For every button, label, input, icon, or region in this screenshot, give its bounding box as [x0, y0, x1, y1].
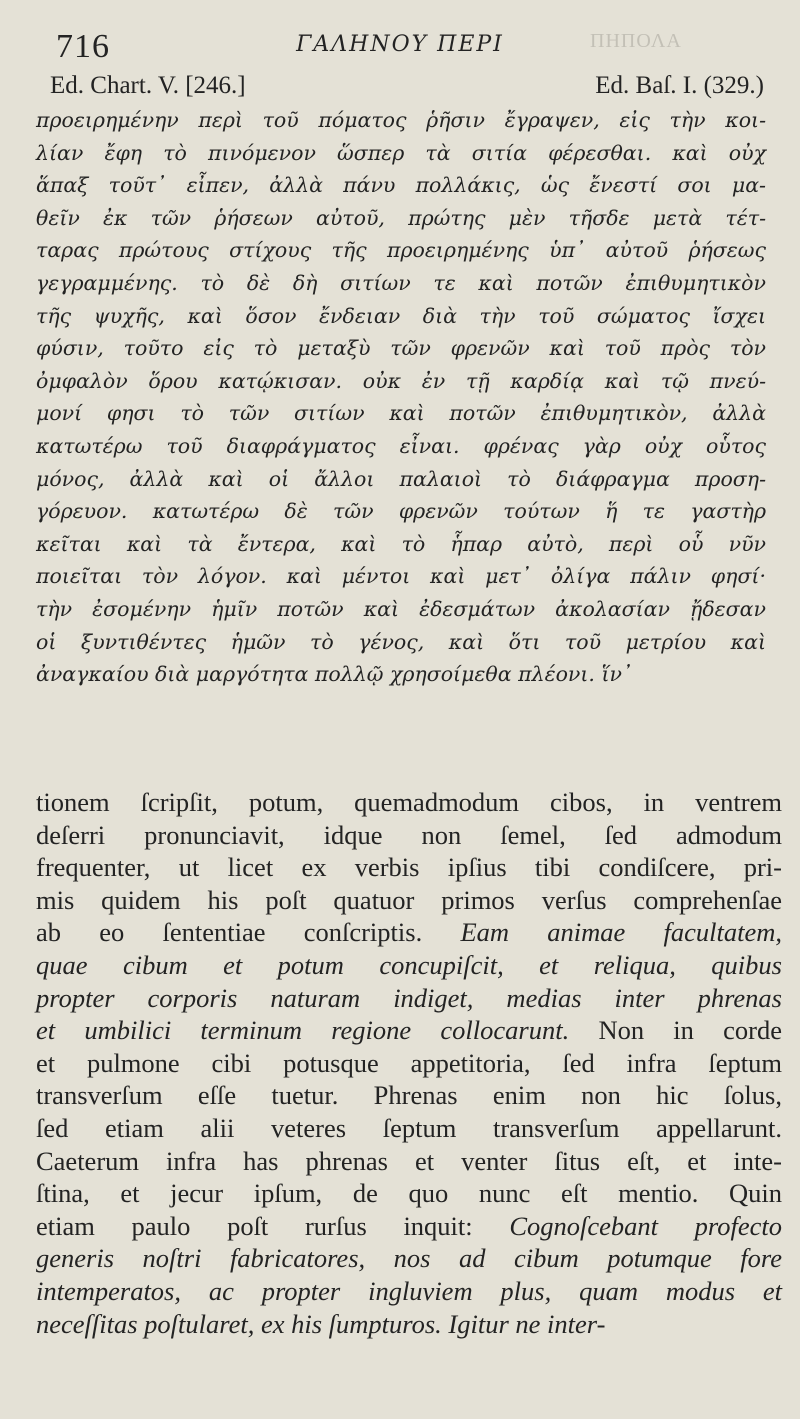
- latin-roman-segment: tionem ſcripſit, potum, quemadmodum cibos, in ventrem: [36, 787, 782, 817]
- latin-text-line: [36, 1177, 782, 1210]
- greek-text-line: κεῖται καὶ τὰ ἔντερα, καὶ τὸ ἧπαρ αὐτὸ, περὶ οὗ νῦν: [36, 531, 766, 556]
- greek-text-line: μόνος, ἀλλὰ καὶ οἱ ἄλλοι παλαιοὶ τὸ διάφραγμα προση-: [36, 466, 766, 491]
- latin-italic-segment: Igitur ne inter-: [448, 1308, 606, 1339]
- greek-text-line: οἱ ξυντιθέντες ἡμῶν τὸ γένος, καὶ ὅτι τοῦ μετρίου καὶ: [36, 629, 766, 654]
- latin-text-line: [36, 916, 782, 949]
- page-number: 716: [56, 28, 110, 65]
- latin-roman-segment: ſed etiam alii veteres ſeptum transverſum appellarunt.: [36, 1112, 782, 1143]
- latin-italic-segment: generis noſtri fabricatores, nos ad cibum potumque fore: [36, 1243, 782, 1274]
- edition-reference-right: Ed. Baſ. I. (329.): [595, 72, 764, 99]
- greek-text-line: λίαν ἔφη τὸ πινόμενον ὥσπερ τὰ σιτία φέρεσθαι. καὶ οὐχ: [36, 140, 766, 165]
- greek-text-line: τῆς ψυχῆς, καὶ ὅσον ἔνδειαν διὰ τὴν τοῦ σώματος ἴσχει: [36, 303, 766, 328]
- latin-roman-segment: Non in corde: [569, 1015, 782, 1046]
- latin-text-line: [36, 1014, 782, 1047]
- latin-text-line: [36, 786, 782, 819]
- latin-roman-segment: et pulmone cibi potusque appetitoria, ſed infra ſeptum: [36, 1047, 782, 1078]
- greek-text-line: θεῖν ἐκ τῶν ῥήσεων αὐτοῦ, πρώτης μὲν τῆσδε μετὰ τέτ-: [36, 205, 766, 230]
- latin-roman-segment: Caeterum infra has phrenas et venter ſitus eſt, et inte-: [36, 1145, 782, 1176]
- latin-text-line: [36, 851, 782, 884]
- latin-translation-block: [36, 786, 782, 1340]
- running-title: ΓΑΛΗΝΟΥ ΠΕΡΙ: [296, 32, 504, 57]
- greek-text-line: ταρας πρώτους στίχους τῆς προειρημένης ὑπ᾽ αὐτοῦ ῥήσεως: [36, 238, 766, 263]
- latin-roman-segment: transverſum eſſe tuetur. Phrenas enim non hic ſolus,: [36, 1080, 782, 1111]
- greek-text-line: φύσιν, τοῦτο εἰς τὸ μεταξὺ τῶν φρενῶν καὶ τοῦ πρὸς τὸν: [36, 336, 766, 361]
- latin-text-line: [36, 1242, 782, 1275]
- greek-text-line: ὀμφαλὸν ὅρου κατῴκισαν. οὐκ ἐν τῇ καρδίᾳ καὶ τῷ πνεύ-: [36, 368, 766, 393]
- edition-reference-left: Ed. Chart. V. [246.]: [50, 72, 246, 99]
- latin-italic-segment: quae cibum et potum concupiſcit, et reliqua, quibus: [36, 949, 782, 980]
- latin-italic-segment: intemperatos, ac propter ingluviem plus, quam modus et: [36, 1275, 782, 1306]
- greek-text-line: ἀναγκαίου διὰ μαργότητα πολλῷ χρησοίμεθα πλέονι. ἵν᾽: [36, 662, 633, 687]
- latin-text-line: [36, 949, 782, 982]
- bleed-through-text: ΠΗΠΟΛΑ: [590, 30, 682, 52]
- latin-roman-segment: mis quidem his poſt quatuor primos verſus comprehenſae: [36, 884, 782, 915]
- latin-text-line: [36, 1145, 782, 1178]
- greek-text-line: ἅπαξ τοῦτ᾽ εἶπεν, ἀλλὰ πάνυ πολλάκις, ὡς ἔνεστί σοι μα-: [36, 173, 766, 198]
- greek-text-line: μονί φησι τὸ τῶν σιτίων καὶ ποτῶν ἐπιθυμητικὸν, ἀλλὰ: [36, 401, 766, 426]
- latin-text-line: [36, 1112, 782, 1145]
- latin-text-line: [36, 1210, 782, 1243]
- greek-text-line: γόρευον. κατωτέρω δὲ τῶν φρενῶν τούτων ἥ τε γαστὴρ: [36, 499, 766, 524]
- latin-italic-segment: Eam animae facultatem,: [460, 917, 782, 948]
- latin-roman-segment: deſerri pronunciavit, idque non ſemel, ſed admodum: [36, 819, 782, 850]
- greek-text-line: κατωτέρω τοῦ διαφράγματος εἶναι. φρένας γὰρ οὐχ οὗτος: [36, 433, 766, 458]
- latin-text-line: [36, 1047, 782, 1080]
- latin-italic-segment: neceſſitas poſtularet, ex his ſumpturos.: [36, 1308, 442, 1339]
- greek-text-line: ποιεῖται τὸν λόγον. καὶ μέντοι καὶ μετ᾽ ὀλίγα πάλιν φησί·: [36, 564, 766, 589]
- latin-roman-segment: ſtina, et jecur ipſum, de quo nunc eſt mentio. Quin: [36, 1178, 782, 1209]
- latin-italic-segment: Cognoſcebant profecto: [509, 1210, 782, 1241]
- latin-text-line: [36, 819, 782, 852]
- latin-text-line: [36, 884, 782, 917]
- latin-text-line: [36, 982, 782, 1015]
- latin-italic-segment: propter corporis naturam indiget, medias inter phrenas: [36, 982, 782, 1013]
- latin-italic-segment: et umbilici terminum regione collocarunt.: [36, 1015, 570, 1046]
- latin-text-line: [36, 1275, 782, 1308]
- latin-roman-segment: ab eo ſententiae conſcriptis.: [36, 917, 461, 948]
- latin-roman-segment: frequenter, ut licet ex verbis ipſius tibi condiſcere, pri-: [36, 852, 782, 883]
- greek-text-block: [36, 104, 766, 691]
- latin-text-line: [36, 1079, 782, 1112]
- latin-text-line: [36, 1308, 782, 1341]
- greek-text-line: τὴν ἐσομένην ἡμῖν ποτῶν καὶ ἐδεσμάτων ἀκολασίαν ᾔδεσαν: [36, 596, 766, 621]
- latin-roman-segment: etiam paulo poſt rurſus inquit:: [36, 1210, 510, 1241]
- greek-text-line: γεγραμμένης. τὸ δὲ δὴ σιτίων τε καὶ ποτῶν ἐπιθυμητικὸν: [36, 270, 766, 295]
- greek-text-line: προειρημένην περὶ τοῦ πόματος ῥῆσιν ἔγραψεν, εἰς τὴν κοι-: [36, 108, 766, 132]
